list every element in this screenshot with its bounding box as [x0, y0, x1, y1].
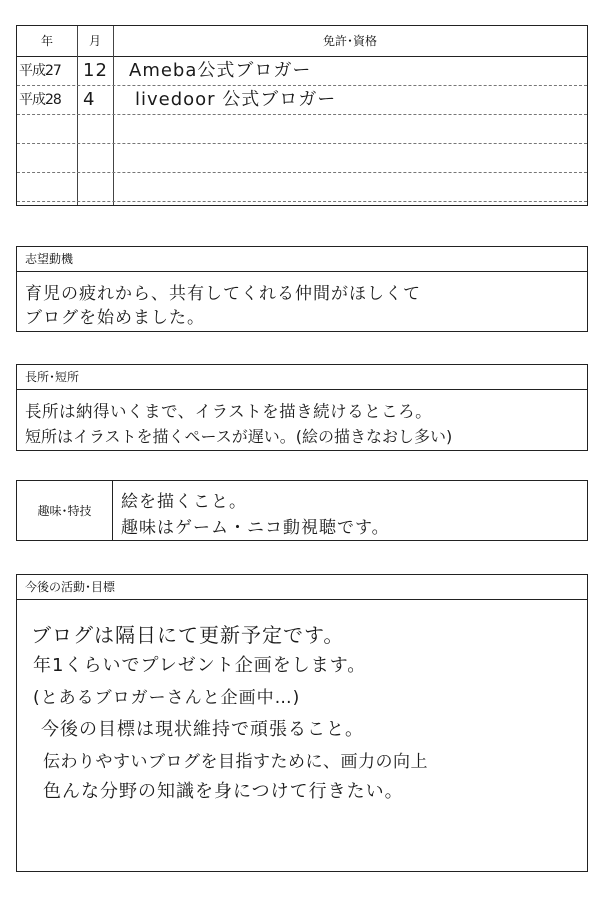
- goal-line: ブログは隔日にて更新予定です。: [31, 623, 345, 647]
- license-year: [19, 143, 77, 172]
- month-header: 月: [88, 34, 101, 48]
- section-title: 今後の活動･目標: [17, 575, 587, 600]
- license-item: Ameba公式ブロガー: [129, 60, 312, 81]
- license-month: [83, 143, 113, 172]
- license-item: livedoor 公式ブロガー: [135, 89, 337, 110]
- motivation-section: [16, 246, 588, 332]
- hobby-line: 絵を描くこと。: [121, 492, 247, 512]
- goals-section: [16, 574, 588, 872]
- license-row: [17, 114, 587, 144]
- strength-line: 長所は納得いくまで、イラストを描き続けるところ。: [25, 402, 433, 421]
- license-item-header: 免許･資格: [322, 34, 377, 48]
- strengths-body: [25, 395, 583, 449]
- goal-line: (とあるブロガーさんと企画中…): [33, 688, 301, 708]
- license-table: [16, 25, 588, 206]
- license-year: [19, 114, 77, 143]
- license-row: [17, 56, 587, 86]
- license-month: [83, 114, 113, 143]
- license-month: 4: [83, 89, 96, 110]
- hobbies-body: [121, 485, 583, 539]
- goals-body: [25, 611, 583, 861]
- year-header: 年: [40, 34, 53, 48]
- license-row: [17, 172, 587, 202]
- section-title: 長所･短所: [17, 365, 587, 390]
- goal-line: 今後の目標は現状維持で頑張ること。: [41, 719, 364, 740]
- license-year: [19, 172, 77, 201]
- motivation-line: 育児の疲れから、共有してくれる仲間がほしくて: [25, 284, 421, 304]
- weakness-line: 短所はイラストを描くペースが遅い。(絵の描きなおし多い): [25, 427, 453, 446]
- license-row: [17, 143, 587, 173]
- goal-line: 年1くらいでプレゼント企画をします。: [33, 655, 367, 676]
- license-header-row: [17, 26, 587, 57]
- section-title: 趣味･特技: [17, 481, 113, 540]
- license-row: [17, 85, 587, 115]
- goal-line: 伝わりやすいブログを目指すために、画力の向上: [43, 752, 428, 772]
- motivation-line: ブログを始めました。: [25, 308, 205, 328]
- hobbies-section: [16, 480, 588, 541]
- goal-line: 色んな分野の知識を身につけて行きたい。: [43, 781, 404, 802]
- license-month: [83, 172, 113, 201]
- license-month: 12: [83, 60, 108, 81]
- section-title: 志望動機: [17, 247, 587, 272]
- license-year: 平成28: [19, 92, 61, 108]
- motivation-body: [25, 277, 583, 329]
- license-year: 平成27: [19, 63, 61, 79]
- strengths-section: [16, 364, 588, 451]
- hobby-line: 趣味はゲーム・ニコ動視聴です。: [121, 518, 390, 538]
